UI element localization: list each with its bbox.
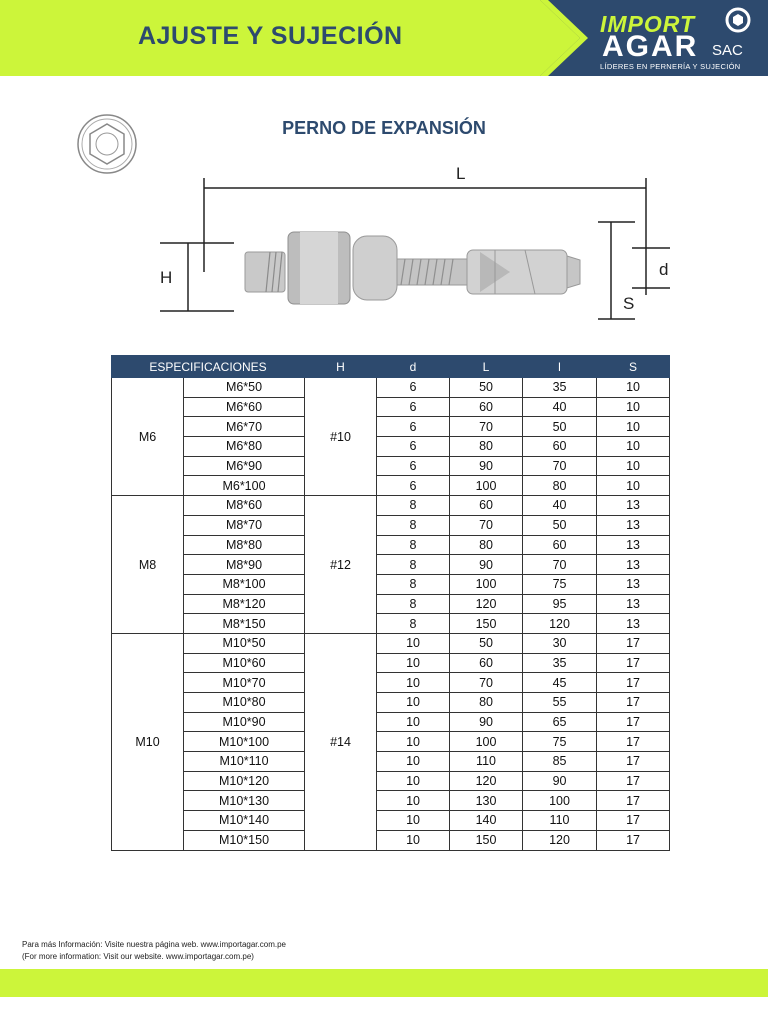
model-cell: M6*60	[184, 397, 305, 417]
model-cell: M10*90	[184, 712, 305, 732]
s-cell: 17	[597, 830, 670, 850]
table-row	[112, 574, 670, 594]
l-lower-cell: 40	[523, 397, 597, 417]
table-row	[112, 496, 670, 516]
header-especificaciones: ESPECIFICACIONES	[112, 356, 305, 378]
l-lower-cell: 60	[523, 437, 597, 457]
table-row	[112, 830, 670, 850]
s-cell: 17	[597, 633, 670, 653]
brand-tagline: LÍDERES EN PERNERÍA Y SUJECIÓN	[600, 62, 741, 71]
l-upper-cell: 70	[450, 673, 523, 693]
brand-suffix: SAC	[712, 42, 743, 59]
l-upper-cell: 140	[450, 811, 523, 831]
l-upper-cell: 80	[450, 693, 523, 713]
d-cell: 6	[377, 476, 450, 496]
s-cell: 17	[597, 752, 670, 772]
footer-info	[22, 939, 286, 963]
model-cell: M8*120	[184, 594, 305, 614]
header-s: S	[597, 356, 670, 378]
footer-line-en: (For more information: Visit our website. www.importagar.com.pe)	[22, 952, 254, 961]
l-upper-cell: 120	[450, 594, 523, 614]
s-cell: 17	[597, 653, 670, 673]
dimension-label-l: L	[456, 164, 466, 183]
l-upper-cell: 50	[450, 633, 523, 653]
header-d: d	[377, 356, 450, 378]
l-lower-cell: 60	[523, 535, 597, 555]
l-lower-cell: 45	[523, 673, 597, 693]
s-cell: 17	[597, 693, 670, 713]
d-cell: 10	[377, 712, 450, 732]
d-cell: 10	[377, 732, 450, 752]
l-lower-cell: 95	[523, 594, 597, 614]
model-cell: M8*60	[184, 496, 305, 516]
table-row	[112, 653, 670, 673]
table-row	[112, 515, 670, 535]
d-cell: 8	[377, 535, 450, 555]
l-upper-cell: 70	[450, 417, 523, 437]
s-cell: 13	[597, 594, 670, 614]
model-cell: M10*140	[184, 811, 305, 831]
model-cell: M6*100	[184, 476, 305, 496]
l-upper-cell: 50	[450, 378, 523, 398]
s-cell: 10	[597, 397, 670, 417]
dimension-label-d: d	[659, 260, 669, 279]
table-row	[112, 712, 670, 732]
dimension-label-s: S	[623, 294, 635, 313]
l-lower-cell: 55	[523, 693, 597, 713]
table-row	[112, 752, 670, 772]
size-group-cell: M10	[112, 633, 184, 850]
table-row	[112, 417, 670, 437]
l-lower-cell: 120	[523, 830, 597, 850]
model-cell: M8*100	[184, 574, 305, 594]
l-lower-cell: 40	[523, 496, 597, 516]
d-cell: 6	[377, 397, 450, 417]
l-upper-cell: 90	[450, 456, 523, 476]
s-cell: 17	[597, 811, 670, 831]
model-cell: M8*70	[184, 515, 305, 535]
table-row	[112, 693, 670, 713]
model-cell: M10*150	[184, 830, 305, 850]
s-cell: 13	[597, 515, 670, 535]
d-cell: 10	[377, 673, 450, 693]
d-cell: 6	[377, 378, 450, 398]
l-upper-cell: 100	[450, 476, 523, 496]
model-cell: M6*90	[184, 456, 305, 476]
l-upper-cell: 120	[450, 771, 523, 791]
page-title: AJUSTE Y SUJECIÓN	[138, 22, 403, 50]
table-row	[112, 732, 670, 752]
table-row	[112, 771, 670, 791]
model-cell: M10*100	[184, 732, 305, 752]
l-upper-cell: 90	[450, 712, 523, 732]
brand-name-import: IMPORT	[600, 11, 696, 37]
l-lower-cell: 120	[523, 614, 597, 634]
s-cell: 13	[597, 614, 670, 634]
model-cell: M8*90	[184, 555, 305, 575]
s-cell: 10	[597, 476, 670, 496]
l-upper-cell: 70	[450, 515, 523, 535]
table-row	[112, 535, 670, 555]
l-lower-cell: 70	[523, 555, 597, 575]
d-cell: 10	[377, 633, 450, 653]
s-cell: 17	[597, 732, 670, 752]
product-title: PERNO DE EXPANSIÓN	[282, 118, 486, 138]
table-row	[112, 555, 670, 575]
l-upper-cell: 60	[450, 397, 523, 417]
l-lower-cell: 30	[523, 633, 597, 653]
l-lower-cell: 35	[523, 378, 597, 398]
d-cell: 6	[377, 456, 450, 476]
l-lower-cell: 100	[523, 791, 597, 811]
table-header-row	[112, 356, 670, 378]
model-cell: M10*130	[184, 791, 305, 811]
model-cell: M6*50	[184, 378, 305, 398]
l-upper-cell: 100	[450, 732, 523, 752]
l-upper-cell: 150	[450, 614, 523, 634]
model-cell: M10*80	[184, 693, 305, 713]
model-cell: M10*50	[184, 633, 305, 653]
l-lower-cell: 90	[523, 771, 597, 791]
model-cell: M10*110	[184, 752, 305, 772]
footer-bar	[0, 969, 768, 997]
d-cell: 10	[377, 811, 450, 831]
table-row	[112, 811, 670, 831]
table-row	[112, 673, 670, 693]
l-lower-cell: 75	[523, 732, 597, 752]
d-cell: 6	[377, 437, 450, 457]
d-cell: 8	[377, 574, 450, 594]
h-group-cell: #12	[305, 496, 377, 634]
l-lower-cell: 70	[523, 456, 597, 476]
s-cell: 13	[597, 574, 670, 594]
footer-line-es: Para más Información: Visite nuestra página web. www.importagar.com.pe	[22, 940, 286, 949]
l-lower-cell: 110	[523, 811, 597, 831]
table-row	[112, 614, 670, 634]
table-row	[112, 437, 670, 457]
brand-name-agar: AGAR	[602, 30, 699, 63]
s-cell: 13	[597, 535, 670, 555]
d-cell: 8	[377, 496, 450, 516]
model-cell: M10*70	[184, 673, 305, 693]
d-cell: 8	[377, 614, 450, 634]
specifications-table	[111, 355, 670, 851]
table-row	[112, 594, 670, 614]
d-cell: 10	[377, 653, 450, 673]
l-lower-cell: 50	[523, 417, 597, 437]
s-cell: 17	[597, 791, 670, 811]
s-cell: 17	[597, 771, 670, 791]
d-cell: 10	[377, 791, 450, 811]
l-upper-cell: 60	[450, 653, 523, 673]
l-upper-cell: 90	[450, 555, 523, 575]
table-row	[112, 456, 670, 476]
table-row	[112, 378, 670, 398]
d-cell: 10	[377, 830, 450, 850]
l-lower-cell: 50	[523, 515, 597, 535]
model-cell: M8*80	[184, 535, 305, 555]
h-group-cell: #10	[305, 378, 377, 496]
s-cell: 13	[597, 555, 670, 575]
model-cell: M10*60	[184, 653, 305, 673]
model-cell: M6*70	[184, 417, 305, 437]
table-row	[112, 633, 670, 653]
s-cell: 10	[597, 417, 670, 437]
d-cell: 10	[377, 771, 450, 791]
l-lower-cell: 75	[523, 574, 597, 594]
d-cell: 10	[377, 693, 450, 713]
header-l-upper: L	[450, 356, 523, 378]
table-row	[112, 476, 670, 496]
model-cell: M10*120	[184, 771, 305, 791]
s-cell: 10	[597, 378, 670, 398]
h-group-cell: #14	[305, 633, 377, 850]
s-cell: 17	[597, 712, 670, 732]
table-row	[112, 791, 670, 811]
d-cell: 8	[377, 594, 450, 614]
header-h: H	[305, 356, 377, 378]
d-cell: 10	[377, 752, 450, 772]
l-upper-cell: 60	[450, 496, 523, 516]
s-cell: 10	[597, 456, 670, 476]
table-body	[112, 378, 670, 851]
s-cell: 10	[597, 437, 670, 457]
size-group-cell: M8	[112, 496, 184, 634]
model-cell: M6*80	[184, 437, 305, 457]
table-row	[112, 397, 670, 417]
l-upper-cell: 130	[450, 791, 523, 811]
d-cell: 6	[377, 417, 450, 437]
l-lower-cell: 35	[523, 653, 597, 673]
d-cell: 8	[377, 555, 450, 575]
header-l-lower: l	[523, 356, 597, 378]
l-upper-cell: 150	[450, 830, 523, 850]
l-upper-cell: 80	[450, 437, 523, 457]
model-cell: M8*150	[184, 614, 305, 634]
l-lower-cell: 65	[523, 712, 597, 732]
size-group-cell: M6	[112, 378, 184, 496]
l-lower-cell: 80	[523, 476, 597, 496]
l-lower-cell: 85	[523, 752, 597, 772]
s-cell: 17	[597, 673, 670, 693]
s-cell: 13	[597, 496, 670, 516]
l-upper-cell: 100	[450, 574, 523, 594]
l-upper-cell: 80	[450, 535, 523, 555]
d-cell: 8	[377, 515, 450, 535]
bolt-diagram	[150, 160, 670, 330]
dimension-label-h: H	[160, 268, 173, 287]
l-upper-cell: 110	[450, 752, 523, 772]
